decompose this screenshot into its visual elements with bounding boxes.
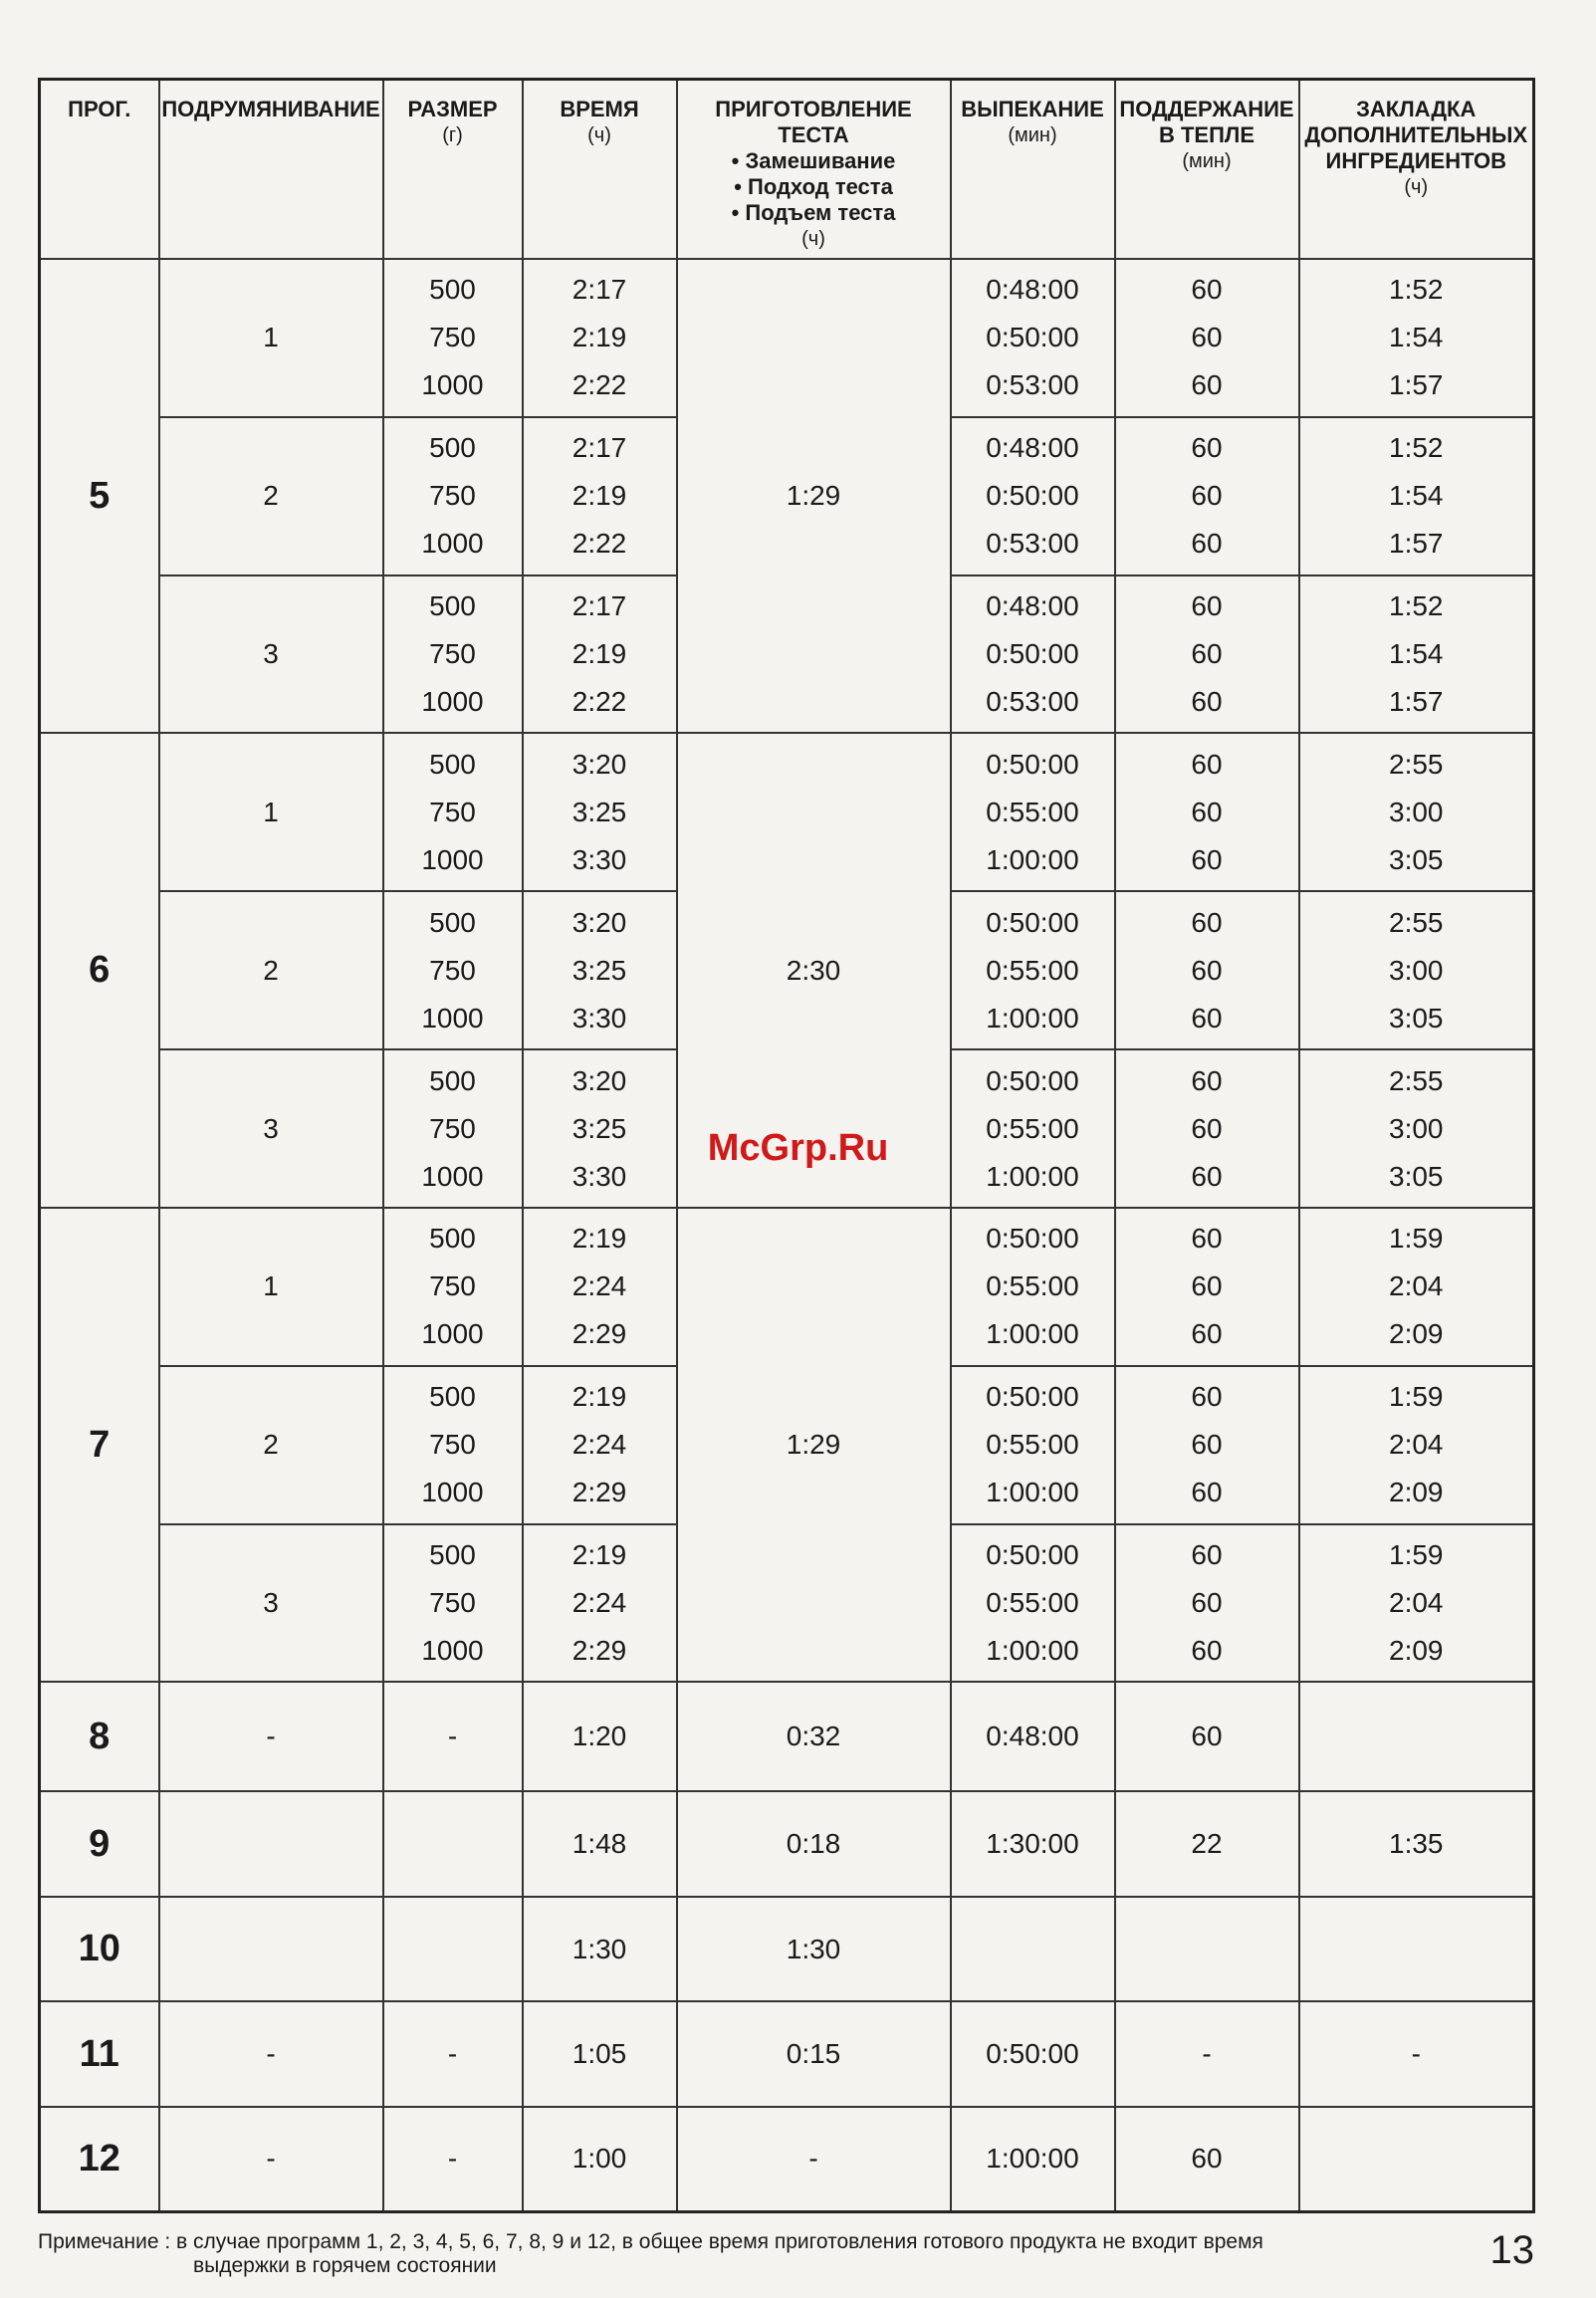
cell-value: 750	[429, 322, 476, 353]
cell-value: 2:55	[1389, 1064, 1444, 1096]
bake-cell: 0:50:00	[951, 2001, 1115, 2107]
cell-value: 0:50:00	[986, 906, 1079, 938]
cell-value: 3:25	[571, 1112, 627, 1144]
browning-level: 1	[159, 259, 383, 417]
cell-value: 750	[429, 1429, 476, 1461]
add-cell	[1299, 1897, 1534, 2002]
cell-value: 0:55:00	[986, 1112, 1079, 1144]
bake-cell	[951, 259, 1115, 417]
program-number: 9	[40, 1791, 159, 1897]
cell-value: 2:04	[1389, 1429, 1444, 1461]
header-add: ЗАКЛАДКА ДОПОЛНИТЕЛЬНЫХ ИНГРЕДИЕНТОВ (ч)	[1299, 80, 1534, 260]
program-number: 11	[40, 2001, 159, 2107]
browning-level: 1	[159, 1208, 383, 1366]
cell-value: 750	[429, 796, 476, 827]
header-prog: ПРОГ.	[40, 80, 159, 260]
time-cell	[523, 1049, 677, 1208]
cell-value: 0:55:00	[986, 1429, 1079, 1461]
size-cell	[383, 1791, 523, 1897]
browning-level: 2	[159, 417, 383, 575]
program-number: 12	[40, 2107, 159, 2212]
cell-value: 0:53:00	[986, 686, 1079, 718]
cell-value: 750	[429, 480, 476, 512]
cell-value: 60	[1191, 1002, 1223, 1034]
size-cell	[383, 575, 523, 734]
browning-level: 1	[159, 733, 383, 891]
brown-cell: -	[159, 2001, 383, 2107]
cell-value: 2:19	[571, 480, 627, 512]
bake-cell	[951, 1208, 1115, 1366]
cell-value: 3:20	[571, 1064, 627, 1096]
header-bake: ВЫПЕКАНИЕ (мин)	[951, 80, 1115, 260]
size-cell: -	[383, 2107, 523, 2212]
footnote	[38, 2230, 1472, 2278]
add-cell	[1299, 2107, 1534, 2212]
cell-value: 0:50:00	[986, 1539, 1079, 1571]
cell-value: 2:24	[571, 1270, 627, 1302]
cell-value: 60	[1191, 1223, 1223, 1255]
cell-value: 60	[1191, 1112, 1223, 1144]
cell-value: 500	[429, 1381, 476, 1413]
cell-value: 0:50:00	[986, 1064, 1079, 1096]
size-cell	[383, 733, 523, 891]
page-number: 13	[1489, 2228, 1534, 2272]
bake-cell: 1:00:00	[951, 2107, 1115, 2212]
cell-value: 2:22	[571, 369, 627, 401]
cell-value: 2:17	[571, 274, 627, 306]
size-cell	[383, 1049, 523, 1208]
header-prep: ПРИГОТОВЛЕНИЕ ТЕСТА • Замешивание • Подход теста • Подъем теста (ч)	[677, 80, 951, 260]
cell-value: 2:19	[571, 638, 627, 670]
cell-value: 2:55	[1389, 906, 1444, 938]
browning-level: 3	[159, 1524, 383, 1683]
add-ingredients-cell	[1299, 1366, 1534, 1524]
time-cell	[523, 417, 677, 575]
bake-cell: 0:48:00	[951, 1682, 1115, 1791]
cell-value: 60	[1191, 796, 1223, 827]
cell-value: 60	[1191, 1429, 1223, 1461]
cell-value: 60	[1191, 954, 1223, 986]
cell-value: 2:24	[571, 1587, 627, 1619]
cell-value: 1:52	[1389, 274, 1444, 306]
cell-value: 1000	[421, 1635, 484, 1667]
add-cell: 1:35	[1299, 1791, 1534, 1897]
cell-value: 1:59	[1389, 1381, 1444, 1413]
bake-cell	[951, 417, 1115, 575]
cell-value: 0:48:00	[986, 590, 1079, 622]
header-size: РАЗМЕР (г)	[383, 80, 523, 260]
cell-value: 2:29	[571, 1477, 627, 1508]
cell-value: 1:00:00	[986, 1635, 1079, 1667]
program-number: 10	[40, 1897, 159, 2002]
prep-time: 2:30	[677, 733, 951, 1207]
cell-value: 60	[1191, 1381, 1223, 1413]
cell-value: 3:05	[1389, 843, 1444, 875]
add-ingredients-cell	[1299, 1524, 1534, 1683]
cell-value: 60	[1191, 748, 1223, 780]
prep-cell: -	[677, 2107, 951, 2212]
cell-value: 3:25	[571, 796, 627, 827]
cell-value: 3:20	[571, 748, 627, 780]
cell-value: 2:19	[571, 1381, 627, 1413]
bake-cell	[951, 733, 1115, 891]
watermark: McGrp.Ru	[707, 1127, 889, 1169]
program-number: 6	[40, 733, 159, 1207]
prep-cell: 1:30	[677, 1897, 951, 2002]
table-row	[40, 259, 1534, 417]
cell-value: 500	[429, 906, 476, 938]
cell-value: 1:59	[1389, 1539, 1444, 1571]
cell-value: 2:17	[571, 432, 627, 464]
cell-value: 3:30	[571, 1002, 627, 1034]
cell-value: 750	[429, 954, 476, 986]
brown-cell: -	[159, 2107, 383, 2212]
cell-value: 0:50:00	[986, 1223, 1079, 1255]
cell-value: 60	[1191, 686, 1223, 718]
cell-value: 0:55:00	[986, 796, 1079, 827]
add-cell: -	[1299, 2001, 1534, 2107]
cell-value: 1:57	[1389, 369, 1444, 401]
time-cell	[523, 259, 677, 417]
cell-value: 60	[1191, 369, 1223, 401]
cell-value: 750	[429, 1112, 476, 1144]
cell-value: 60	[1191, 638, 1223, 670]
cell-value: 2:29	[571, 1635, 627, 1667]
cell-value: 60	[1191, 1318, 1223, 1350]
cell-value: 0:48:00	[986, 274, 1079, 306]
cell-value: 750	[429, 1587, 476, 1619]
bake-cell	[951, 1897, 1115, 2002]
cell-value: 60	[1191, 274, 1223, 306]
add-ingredients-cell	[1299, 733, 1534, 891]
warm-cell	[1115, 1049, 1299, 1208]
cell-value: 1000	[421, 1002, 484, 1034]
cell-value: 1000	[421, 843, 484, 875]
table-row	[40, 1791, 1534, 1897]
cell-value: 60	[1191, 1270, 1223, 1302]
add-ingredients-cell	[1299, 575, 1534, 734]
program-number: 7	[40, 1208, 159, 1682]
warm-cell	[1115, 575, 1299, 734]
cell-value: 1:59	[1389, 1223, 1444, 1255]
cell-value: 60	[1191, 906, 1223, 938]
cell-value: 1:54	[1389, 480, 1444, 512]
header-warm: ПОДДЕРЖАНИЕ В ТЕПЛЕ (мин)	[1115, 80, 1299, 260]
program-table	[38, 78, 1535, 2213]
warm-cell	[1115, 733, 1299, 891]
cell-value: 0:55:00	[986, 1587, 1079, 1619]
cell-value: 2:09	[1389, 1318, 1444, 1350]
cell-value: 2:09	[1389, 1477, 1444, 1508]
cell-value: 2:19	[571, 1223, 627, 1255]
bake-cell	[951, 1366, 1115, 1524]
footnote-line-1: Примечание : в случае программ 1, 2, 3, 4, 5, 6, 7, 8, 9 и 12, в общее время приготовления готового продукта не входит время	[38, 2230, 1263, 2253]
cell-value: 1000	[421, 528, 484, 560]
cell-value: 500	[429, 1064, 476, 1096]
cell-value: 750	[429, 638, 476, 670]
cell-value: 3:00	[1389, 1112, 1444, 1144]
cell-value: 1:00:00	[986, 1160, 1079, 1192]
cell-value: 1:00:00	[986, 843, 1079, 875]
cell-value: 60	[1191, 1587, 1223, 1619]
size-cell: -	[383, 1682, 523, 1791]
cell-value: 500	[429, 1223, 476, 1255]
warm-cell	[1115, 417, 1299, 575]
time-cell: 1:05	[523, 2001, 677, 2107]
browning-level: 3	[159, 575, 383, 734]
brown-cell	[159, 1897, 383, 2002]
size-cell	[383, 417, 523, 575]
cell-value: 500	[429, 748, 476, 780]
cell-value: 0:50:00	[986, 480, 1079, 512]
cell-value: 0:53:00	[986, 528, 1079, 560]
cell-value: 1000	[421, 1160, 484, 1192]
size-cell	[383, 259, 523, 417]
cell-value: 3:30	[571, 1160, 627, 1192]
cell-value: 1:54	[1389, 638, 1444, 670]
program-number: 5	[40, 259, 159, 733]
size-cell	[383, 1524, 523, 1683]
add-ingredients-cell	[1299, 417, 1534, 575]
cell-value: 0:55:00	[986, 1270, 1079, 1302]
footnote-line-2: выдержки в горячем состоянии	[193, 2254, 497, 2277]
table-body	[40, 259, 1534, 2212]
prep-time: 1:29	[677, 1208, 951, 1682]
browning-level: 3	[159, 1049, 383, 1208]
cell-value: 2:22	[571, 686, 627, 718]
cell-value: 500	[429, 274, 476, 306]
cell-value: 60	[1191, 1160, 1223, 1192]
prep-cell: 0:18	[677, 1791, 951, 1897]
cell-value: 1:00:00	[986, 1002, 1079, 1034]
cell-value: 1:00:00	[986, 1318, 1079, 1350]
cell-value: 2:55	[1389, 748, 1444, 780]
warm-cell	[1115, 1208, 1299, 1366]
add-ingredients-cell	[1299, 1049, 1534, 1208]
time-cell	[523, 1524, 677, 1683]
cell-value: 60	[1191, 322, 1223, 353]
browning-level: 2	[159, 891, 383, 1049]
cell-value: 3:00	[1389, 954, 1444, 986]
cell-value: 2:19	[571, 322, 627, 353]
add-cell	[1299, 1682, 1534, 1791]
cell-value: 60	[1191, 480, 1223, 512]
time-cell: 1:20	[523, 1682, 677, 1791]
time-cell: 1:48	[523, 1791, 677, 1897]
add-ingredients-cell	[1299, 891, 1534, 1049]
bake-cell	[951, 1049, 1115, 1208]
time-cell	[523, 1366, 677, 1524]
browning-level: 2	[159, 1366, 383, 1524]
warm-cell: 60	[1115, 1682, 1299, 1791]
cell-value: 500	[429, 432, 476, 464]
table-row	[40, 733, 1534, 891]
cell-value: 3:25	[571, 954, 627, 986]
warm-cell: 22	[1115, 1791, 1299, 1897]
cell-value: 2:22	[571, 528, 627, 560]
cell-value: 2:29	[571, 1318, 627, 1350]
cell-value: 3:20	[571, 906, 627, 938]
time-cell	[523, 575, 677, 734]
cell-value: 0:53:00	[986, 369, 1079, 401]
cell-value: 1000	[421, 686, 484, 718]
prep-cell: 0:32	[677, 1682, 951, 1791]
cell-value: 0:50:00	[986, 322, 1079, 353]
cell-value: 3:00	[1389, 796, 1444, 827]
cell-value: 1:57	[1389, 686, 1444, 718]
size-cell	[383, 891, 523, 1049]
cell-value: 0:48:00	[986, 432, 1079, 464]
size-cell	[383, 1897, 523, 2002]
cell-value: 0:50:00	[986, 748, 1079, 780]
cell-value: 60	[1191, 843, 1223, 875]
bake-cell	[951, 891, 1115, 1049]
cell-value: 1:52	[1389, 432, 1444, 464]
cell-value: 3:30	[571, 843, 627, 875]
table-row	[40, 1682, 1534, 1791]
time-cell: 1:30	[523, 1897, 677, 2002]
bake-cell: 1:30:00	[951, 1791, 1115, 1897]
warm-cell: -	[1115, 2001, 1299, 2107]
bake-cell	[951, 575, 1115, 734]
warm-cell	[1115, 1897, 1299, 2002]
prep-time: 1:29	[677, 259, 951, 733]
time-cell: 1:00	[523, 2107, 677, 2212]
warm-cell: 60	[1115, 2107, 1299, 2212]
cell-value: 2:24	[571, 1429, 627, 1461]
cell-value: 0:50:00	[986, 638, 1079, 670]
size-cell	[383, 1208, 523, 1366]
cell-value: 1:57	[1389, 528, 1444, 560]
cell-value: 750	[429, 1270, 476, 1302]
table-row	[40, 2107, 1534, 2212]
cell-value: 2:17	[571, 590, 627, 622]
cell-value: 3:05	[1389, 1160, 1444, 1192]
header-browning: ПОДРУМЯНИВАНИЕ	[159, 80, 383, 260]
warm-cell	[1115, 1524, 1299, 1683]
cell-value: 60	[1191, 1477, 1223, 1508]
cell-value: 60	[1191, 590, 1223, 622]
cell-value: 2:09	[1389, 1635, 1444, 1667]
cell-value: 1000	[421, 1477, 484, 1508]
cell-value: 60	[1191, 1635, 1223, 1667]
cell-value: 60	[1191, 1064, 1223, 1096]
size-cell	[383, 1366, 523, 1524]
warm-cell	[1115, 891, 1299, 1049]
cell-value: 60	[1191, 432, 1223, 464]
bake-cell	[951, 1524, 1115, 1683]
add-ingredients-cell	[1299, 259, 1534, 417]
cell-value: 60	[1191, 1539, 1223, 1571]
header-time: ВРЕМЯ (ч)	[523, 80, 677, 260]
time-cell	[523, 891, 677, 1049]
table-row	[40, 2001, 1534, 2107]
cell-value: 1:52	[1389, 590, 1444, 622]
cell-value: 3:05	[1389, 1002, 1444, 1034]
brown-cell	[159, 1791, 383, 1897]
warm-cell	[1115, 259, 1299, 417]
cell-value: 2:04	[1389, 1587, 1444, 1619]
cell-value: 500	[429, 1539, 476, 1571]
brown-cell: -	[159, 1682, 383, 1791]
time-cell	[523, 733, 677, 891]
add-ingredients-cell	[1299, 1208, 1534, 1366]
cell-value: 0:55:00	[986, 954, 1079, 986]
table-row	[40, 1208, 1534, 1366]
table-row	[40, 1897, 1534, 2002]
cell-value: 2:19	[571, 1539, 627, 1571]
program-number: 8	[40, 1682, 159, 1791]
cell-value: 1000	[421, 369, 484, 401]
cell-value: 60	[1191, 528, 1223, 560]
cell-value: 500	[429, 590, 476, 622]
size-cell: -	[383, 2001, 523, 2107]
time-cell	[523, 1208, 677, 1366]
cell-value: 2:04	[1389, 1270, 1444, 1302]
cell-value: 1:00:00	[986, 1477, 1079, 1508]
prep-cell: 0:15	[677, 2001, 951, 2107]
warm-cell	[1115, 1366, 1299, 1524]
cell-value: 1:54	[1389, 322, 1444, 353]
cell-value: 1000	[421, 1318, 484, 1350]
cell-value: 0:50:00	[986, 1381, 1079, 1413]
header-row	[40, 80, 1534, 260]
